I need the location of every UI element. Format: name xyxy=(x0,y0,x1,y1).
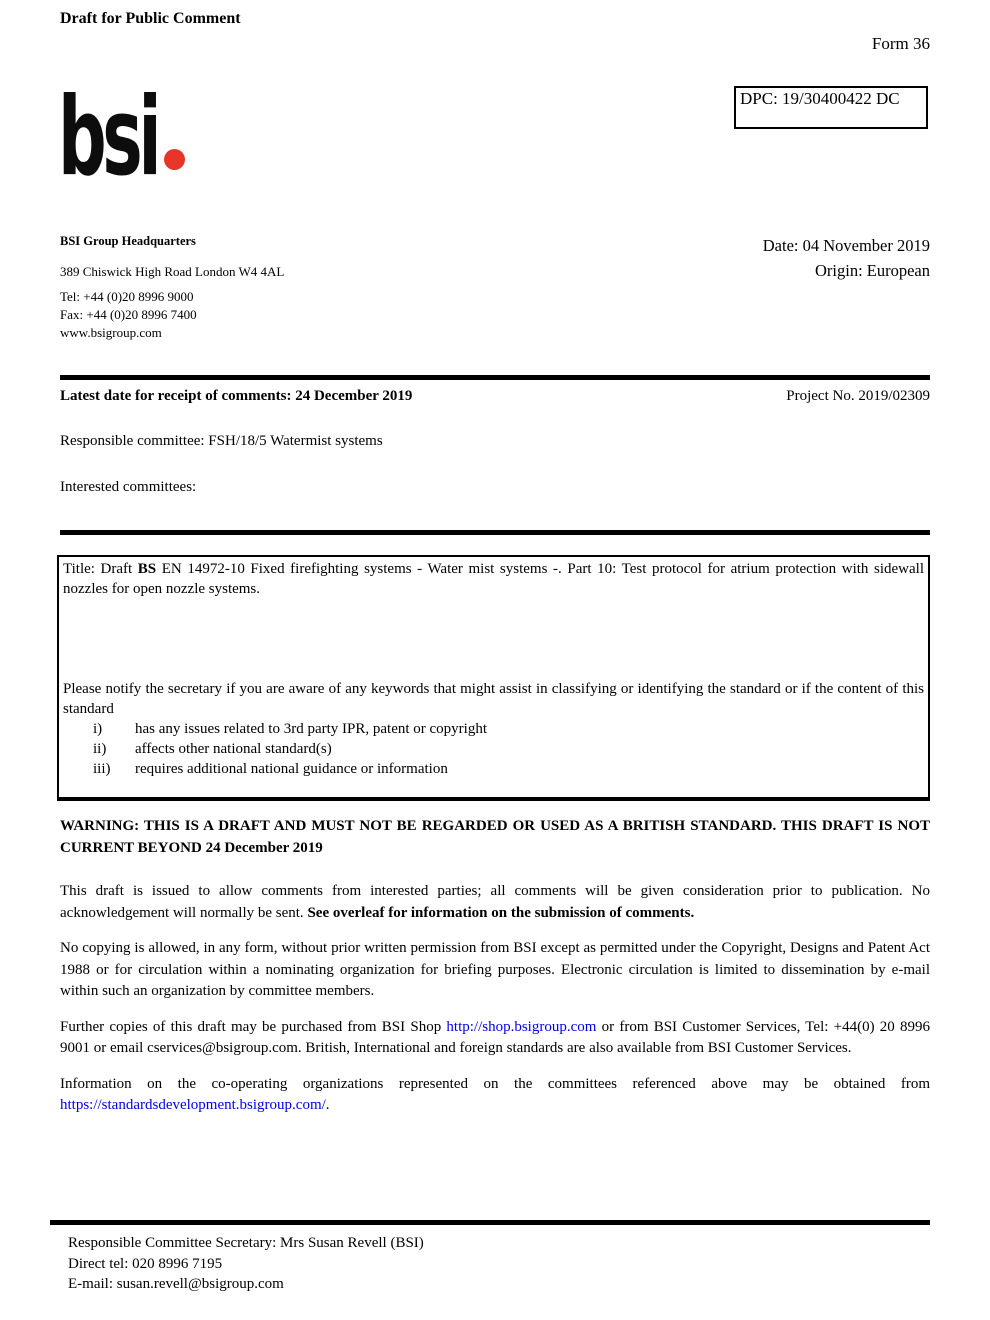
divider-top xyxy=(60,375,930,380)
contact-name: BSI Group Headquarters xyxy=(60,234,196,248)
contact-address: 389 Chiswick High Road London W4 4AL xyxy=(60,264,285,279)
contact-web: www.bsigroup.com xyxy=(60,325,162,340)
title-box xyxy=(57,555,930,801)
cooperating-orgs-paragraph xyxy=(60,1074,930,1117)
project-number: Project No. 2019/02309 xyxy=(786,388,930,404)
cooperating-orgs-period: . xyxy=(325,1097,330,1113)
comments-deadline-row xyxy=(60,388,930,405)
responsible-committee: Responsible committee: FSH/18/5 Watermist systems xyxy=(60,433,383,449)
contact-block xyxy=(60,232,284,342)
divider-footer xyxy=(50,1220,930,1225)
customer-services-text: or from BSI Customer Services, Tel: +44(0) 20 8996 9001 or email cservices@bsigroup.com. British, International and foreign standards are also available from BSI Customer Services. xyxy=(60,1018,930,1056)
comments-paragraph-text: This draft is issued to allow comments from interested parties; all comments will be given consideration prior to publication. No acknowledgement will normally be sent. xyxy=(60,883,930,921)
title-bs: BS xyxy=(137,561,157,577)
further-copies-paragraph xyxy=(60,1017,930,1060)
dpc-number: DPC: 19/30400422 DC xyxy=(740,89,900,108)
keyword-item-text: affects other national standard(s) xyxy=(135,741,332,757)
bsi-shop-link[interactable]: http://shop.bsigroup.com xyxy=(446,1018,597,1035)
form-number: Form 36 xyxy=(871,34,930,53)
comments-paragraph xyxy=(60,881,930,924)
body-text xyxy=(60,816,930,1131)
contact-tel: Tel: +44 (0)20 8996 9000 xyxy=(60,289,194,304)
interested-committees: Interested committees: xyxy=(60,479,197,495)
keyword-item-text: has any issues related to 3rd party IPR, patent or copyright xyxy=(135,721,488,737)
no-copying-paragraph: No copying is allowed, in any form, without prior written permission from BSI except as permitted under the Copyright, Designs and Patent Act 1988 or for circulation within a nominating organization for briefing purposes. Electronic circulation is limited to dissemination by e-mail within such an organization by committee members. xyxy=(60,940,930,999)
draft-for-public-comment-label: Draft for Public Comment xyxy=(60,10,241,27)
bsi-logo-dot-icon xyxy=(164,149,185,170)
standards-development-link[interactable]: https://standardsdevelopment.bsigroup.com/ xyxy=(60,1097,326,1113)
keyword-item-i xyxy=(63,719,924,739)
further-copies-text: Further copies of this draft may be purchased from BSI Shop xyxy=(60,1018,447,1035)
direct-tel-line: Direct tel: 020 8996 7195 xyxy=(68,1255,223,1272)
footer-block xyxy=(68,1233,424,1295)
keyword-item-num: ii) xyxy=(93,741,107,757)
dpc-number-box xyxy=(734,86,928,129)
cooperating-orgs-text: Information on the co-operating organizations represented on the committees referenced above may be obtained from xyxy=(60,1075,930,1092)
keyword-item-iii xyxy=(63,759,924,779)
notify-secretary-text: Please notify the secretary if you are aware of any keywords that might assist in classifying or identifying the standard or if the content of this standard xyxy=(63,681,924,717)
bsi-logo xyxy=(58,75,185,200)
email-line: E-mail: susan.revell@bsigroup.com xyxy=(68,1276,284,1292)
meta-block xyxy=(763,233,930,283)
warning-text: WARNING: THIS IS A DRAFT AND MUST NOT BE REGARDED OR USED AS A BRITISH STANDARD. THIS DRAFT IS NOT CURRENT BEYOND 24 December 2019 xyxy=(60,818,930,856)
date-line: Date: 04 November 2019 xyxy=(762,236,930,255)
standard-title xyxy=(63,559,924,599)
bsi-logo-text: bsi xyxy=(58,75,158,200)
contact-fax: Fax: +44 (0)20 8996 7400 xyxy=(60,307,197,322)
keyword-item-num: i) xyxy=(93,721,103,737)
title-prefix: Title: Draft xyxy=(63,561,138,577)
keyword-item-text: requires additional national guidance or information xyxy=(135,761,448,777)
divider-middle xyxy=(60,530,930,535)
see-overleaf-text: See overleaf for information on the submission of comments. xyxy=(307,904,695,921)
latest-date-for-comments: Latest date for receipt of comments: 24 December 2019 xyxy=(60,388,413,404)
origin-line: Origin: European xyxy=(814,261,930,280)
secretary-line: Responsible Committee Secretary: Mrs Susan Revell (BSI) xyxy=(68,1235,424,1251)
title-rest: EN 14972-10 Fixed firefighting systems - Water mist systems -. Part 10: Test protocol for atrium protection with sidewall nozzles for open nozzle systems. xyxy=(63,561,924,597)
keyword-item-num: iii) xyxy=(93,761,111,777)
keyword-item-ii xyxy=(63,739,924,759)
